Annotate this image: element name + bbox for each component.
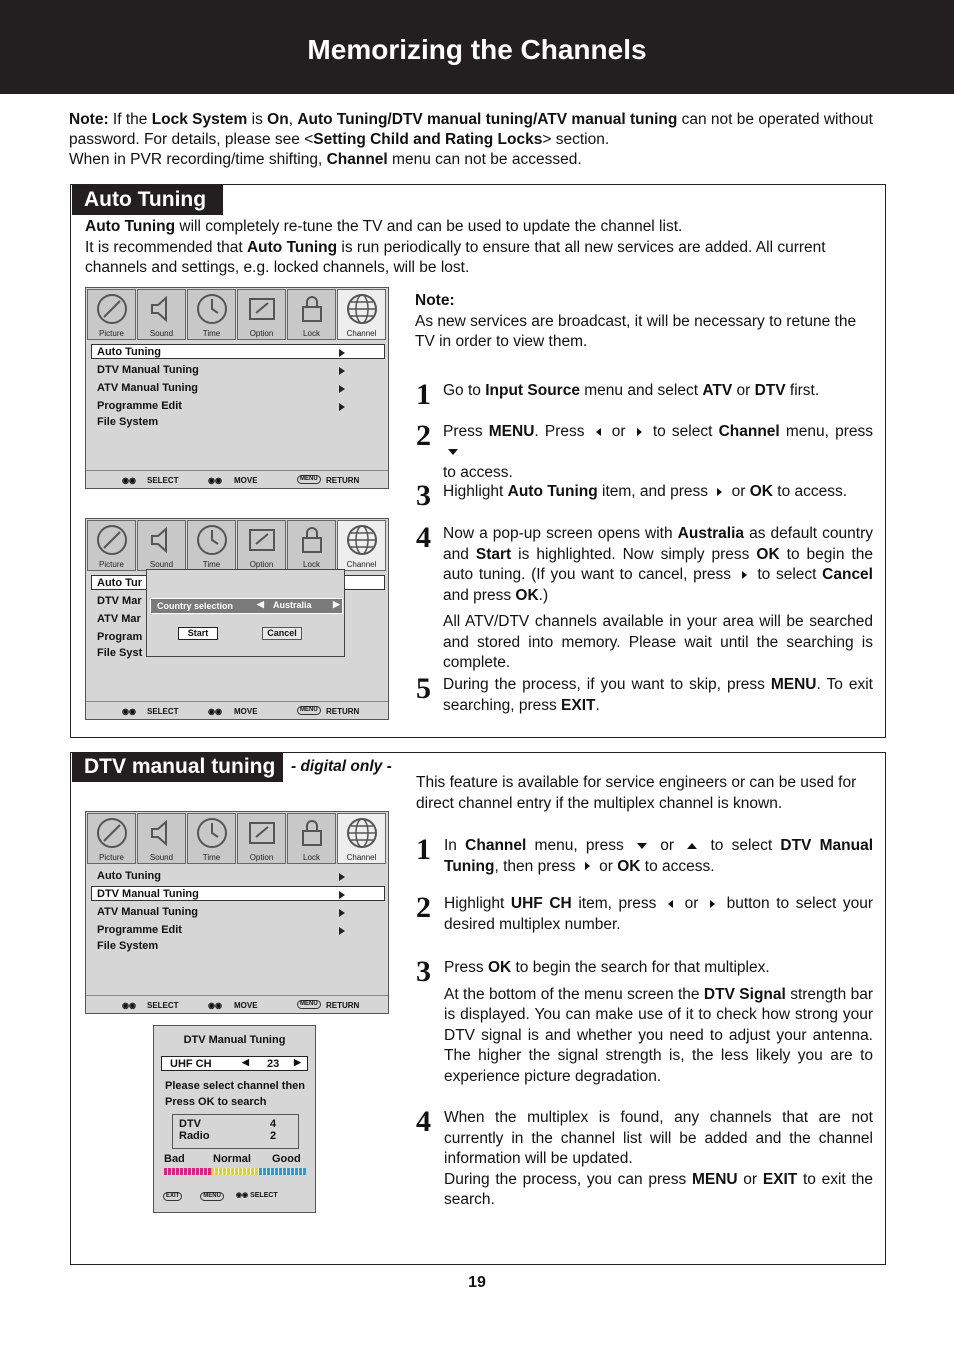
- t: .): [538, 586, 549, 604]
- signal-bar-low: [164, 1168, 211, 1175]
- t: . Press: [534, 423, 591, 440]
- t: EXIT: [561, 696, 596, 714]
- t: DTV: [754, 382, 786, 399]
- menu-tab-label: Channel: [346, 560, 377, 569]
- t: button to select your desired multiplex number.: [444, 895, 873, 933]
- t: to select: [751, 566, 823, 583]
- clock-icon: [196, 524, 228, 556]
- step-paragraph: [444, 985, 873, 1088]
- auto-step-1: [443, 381, 873, 402]
- dtv-step-4: [444, 1108, 873, 1211]
- menu-tab-label: Lock: [303, 329, 320, 338]
- page-number: 19: [468, 1274, 486, 1291]
- t: Auto Tuning: [246, 238, 338, 256]
- select-label: SELECT: [147, 1001, 179, 1010]
- country-value: Australia: [273, 600, 312, 610]
- t: is highlighted. Now simply press: [511, 545, 757, 563]
- lock-icon: [296, 817, 328, 849]
- move-label: MOVE: [234, 476, 258, 485]
- t: Channel: [465, 837, 527, 854]
- option-icon: [246, 817, 278, 849]
- chevron-right-icon: [339, 385, 345, 393]
- dtv-label: DTV: [179, 1118, 201, 1130]
- chevron-right-icon: [339, 367, 345, 375]
- t: ATV manual tuning: [537, 111, 678, 128]
- menu-tab-label: Sound: [149, 560, 174, 569]
- nav-keys-icon: ◉◉: [208, 1001, 222, 1010]
- menu-footer: [86, 995, 388, 1013]
- dtv-manual-tuning-box: [153, 1025, 316, 1213]
- menu-tab-option[interactable]: [237, 289, 286, 340]
- found-channels-box: [172, 1114, 299, 1149]
- auto-tuning-note: [415, 291, 875, 353]
- menu-tab-channel[interactable]: [337, 520, 386, 571]
- menu-item[interactable]: ATV Mar: [97, 613, 141, 625]
- menu-tab-sound[interactable]: [137, 813, 186, 864]
- t: Channel: [718, 423, 780, 440]
- menu-key: MENU: [200, 1192, 224, 1201]
- menu-tab-sound[interactable]: [137, 289, 186, 340]
- t: OK: [487, 959, 512, 976]
- t: It is recommended that: [85, 238, 247, 256]
- t: menu, press: [526, 837, 633, 854]
- t: to access.: [443, 464, 513, 481]
- radio-count: 2: [270, 1130, 277, 1142]
- t: In: [444, 837, 466, 854]
- menu-item[interactable]: DTV Mar: [97, 595, 142, 607]
- t: to access.: [772, 483, 848, 500]
- menu-tab-label: Lock: [303, 560, 320, 569]
- sound-icon: [146, 293, 178, 325]
- t: MENU: [691, 1170, 738, 1188]
- t: /: [387, 111, 392, 128]
- t: UHF CH: [510, 895, 572, 912]
- t: Cancel: [822, 566, 873, 583]
- t: will completely re-tune the TV and can be used to update the channel list.: [175, 218, 683, 235]
- t: MENU: [488, 423, 535, 440]
- t: ,: [288, 111, 298, 128]
- left-arrow-icon[interactable]: ◀: [242, 1057, 249, 1067]
- select-label: SELECT: [250, 1192, 278, 1199]
- clock-icon: [196, 293, 228, 325]
- country-selector[interactable]: [150, 598, 343, 614]
- t: or: [678, 895, 705, 912]
- step-number: 1: [416, 378, 431, 411]
- ok-keys-icon: ◉◉: [235, 1192, 249, 1199]
- menu-tab-option[interactable]: [237, 520, 286, 571]
- menu-item[interactable]: Auto Tuning: [97, 870, 161, 882]
- t: .: [595, 696, 600, 714]
- country-label: Country selection: [157, 601, 234, 611]
- t: Auto Tuning: [297, 111, 388, 128]
- t: ATV: [702, 382, 733, 399]
- t: > section.: [542, 131, 610, 148]
- menu-item[interactable]: File Syst: [97, 647, 143, 659]
- menu-tab-picture[interactable]: [87, 813, 136, 864]
- t: first.: [785, 382, 820, 399]
- picture-icon: [96, 817, 128, 849]
- chevron-right-icon: [339, 349, 345, 357]
- t: EXIT: [762, 1170, 798, 1188]
- t: or: [652, 837, 683, 854]
- uhf-ch-label: UHF CH: [170, 1058, 212, 1070]
- note-block: [69, 110, 889, 170]
- right-arrow-icon: [717, 488, 722, 496]
- t: or: [594, 857, 618, 875]
- menu-tab-time[interactable]: [187, 813, 236, 864]
- step-number: 1: [416, 833, 431, 866]
- globe-icon: [346, 524, 378, 556]
- chevron-right-icon: [339, 873, 345, 881]
- right-arrow-icon: [742, 571, 747, 579]
- t: Press: [443, 423, 489, 440]
- menu-tab-sound[interactable]: [137, 520, 186, 571]
- menu-tab-lock[interactable]: [287, 813, 336, 864]
- up-arrow-icon: [687, 843, 697, 849]
- sound-icon: [146, 524, 178, 556]
- t: . To exit searching, press: [443, 676, 873, 714]
- nav-keys-icon: ◉◉: [208, 476, 222, 485]
- step-paragraph: All ATV/DTV channels available in your area will be searched and stored into memory. Please wait until the searching is complete.: [443, 613, 873, 671]
- down-arrow-icon: [637, 843, 647, 849]
- t: menu and select: [579, 382, 703, 399]
- signal-normal-label: Normal: [213, 1153, 251, 1165]
- t: to exit the search.: [444, 1170, 873, 1208]
- menu-item[interactable]: ATV Manual Tuning: [97, 906, 199, 918]
- menu-item[interactable]: Auto Tur: [97, 577, 143, 589]
- signal-bar-high: [259, 1168, 306, 1175]
- t: /: [532, 111, 538, 128]
- t: strength bar is displayed. You can make use of it to check how strong your DTV signal is and whether you need to adjust your antenna. The higher the signal strength is, the less likely you are to experience picture degradation.: [444, 985, 873, 1085]
- t: is: [247, 111, 268, 128]
- menu-item[interactable]: Programme Edit: [97, 924, 182, 936]
- chevron-right-icon: [339, 403, 345, 411]
- menu-item[interactable]: File System: [97, 416, 159, 428]
- t: As new services are broadcast, it will be necessary to retune the TV in order to view them.: [415, 312, 857, 350]
- t: is run periodically to ensure that all new services are added. All current channels and settings, e.g. locked channels, will be lost.: [85, 238, 826, 276]
- chevron-right-icon: [339, 909, 345, 917]
- dtv-manual-tag: DTV manual tuning: [72, 752, 283, 782]
- t: menu can not be accessed.: [387, 151, 582, 168]
- menu-tab-lock[interactable]: [287, 289, 336, 340]
- t: OK: [617, 857, 641, 875]
- option-icon: [246, 524, 278, 556]
- auto-step-4: [443, 524, 873, 674]
- t: menu, press: [779, 423, 873, 440]
- dtv-count: 4: [270, 1118, 277, 1130]
- t: and press: [443, 586, 516, 604]
- option-icon: [246, 293, 278, 325]
- step-number: 2: [416, 419, 431, 452]
- dtv-box-title: DTV Manual Tuning: [183, 1034, 286, 1046]
- move-label: MOVE: [234, 707, 258, 716]
- left-arrow-icon: [668, 900, 673, 908]
- signal-bar-mid: [211, 1168, 258, 1175]
- menu-tab-label: Sound: [149, 329, 174, 338]
- t: Highlight: [443, 483, 508, 500]
- right-arrow-icon: [637, 428, 642, 436]
- dtv-step-2: [444, 894, 873, 935]
- lock-icon: [296, 524, 328, 556]
- menu-tab-label: Sound: [149, 853, 174, 862]
- t: Start: [475, 545, 512, 563]
- menu-item[interactable]: Programme Edit: [97, 400, 182, 412]
- note-label: Note:: [69, 111, 109, 128]
- ok-keys-icon: ◉◉: [122, 707, 136, 716]
- t: DTV Manual Tuning: [444, 837, 874, 875]
- t: On: [267, 111, 289, 128]
- menu-tab-label: Picture: [99, 329, 124, 338]
- lock-icon: [296, 293, 328, 325]
- menu-tab-label: Channel: [346, 329, 377, 338]
- return-label: RETURN: [326, 1001, 360, 1010]
- auto-step-3: [443, 482, 873, 503]
- menu-key: MENU: [297, 475, 321, 484]
- start-button[interactable]: Start: [178, 627, 218, 640]
- select-label: SELECT: [147, 476, 179, 485]
- clock-icon: [196, 817, 228, 849]
- t: OK: [756, 545, 780, 563]
- menu-item[interactable]: DTV Manual Tuning: [97, 888, 199, 900]
- left-arrow-icon: [596, 428, 601, 436]
- menu-tab-channel[interactable]: [337, 289, 386, 340]
- signal-good-label: Good: [272, 1153, 301, 1165]
- channel-menu-screen: [85, 287, 389, 489]
- t: , then press: [494, 857, 580, 875]
- right-arrow-icon[interactable]: ▶: [333, 599, 340, 609]
- return-label: RETURN: [326, 476, 360, 485]
- auto-tuning-popup-screen: [85, 518, 389, 720]
- menu-tab-label: Option: [249, 560, 274, 569]
- menu-tab-label: Lock: [303, 853, 320, 862]
- radio-label: Radio: [179, 1130, 210, 1142]
- t: as default country and: [443, 525, 873, 563]
- menu-tab-lock[interactable]: [287, 520, 336, 571]
- menu-tab-picture[interactable]: [87, 289, 136, 340]
- down-arrow-icon: [448, 449, 458, 455]
- picture-icon: [96, 524, 128, 556]
- t: Australia: [677, 525, 745, 542]
- step-number: 3: [416, 955, 431, 988]
- t: can not be operated without password. For details, please see <: [69, 111, 873, 148]
- menu-tab-label: Option: [249, 329, 274, 338]
- menu-tab-label: Time: [202, 560, 221, 569]
- t: At the bottom of the menu screen the: [444, 985, 704, 1003]
- t: or: [605, 423, 632, 440]
- t: When in PVR recording/time shifting,: [69, 151, 327, 168]
- menu-item[interactable]: Program: [97, 631, 143, 643]
- exit-key: EXIT: [163, 1192, 182, 1201]
- t: Note:: [415, 292, 455, 309]
- menu-tab-picture[interactable]: [87, 520, 136, 571]
- signal-bad-label: Bad: [164, 1153, 185, 1165]
- menu-key: MENU: [297, 706, 321, 715]
- t: Highlight: [444, 895, 511, 912]
- sound-icon: [146, 817, 178, 849]
- chevron-right-icon: [339, 891, 345, 899]
- auto-step-2: [443, 422, 873, 484]
- t: Auto Tuning: [507, 483, 598, 500]
- menu-tab-time[interactable]: [187, 520, 236, 571]
- menu-tab-label: Picture: [99, 560, 124, 569]
- menu-footer: [86, 470, 388, 488]
- t: Lock System: [151, 111, 248, 128]
- left-arrow-icon[interactable]: ◀: [257, 599, 264, 609]
- globe-icon: [346, 293, 378, 325]
- t: to begin the auto tuning. (If you want to cancel, press: [443, 545, 874, 583]
- right-arrow-icon[interactable]: ▶: [294, 1057, 301, 1067]
- right-arrow-icon: [585, 862, 590, 870]
- menu-item[interactable]: ATV Manual Tuning: [97, 382, 199, 394]
- menu-tab-channel[interactable]: [337, 813, 386, 864]
- dtv-msg-1: Please select channel then: [165, 1080, 306, 1092]
- t: to select: [702, 837, 781, 854]
- auto-tuning-tag: Auto Tuning: [72, 185, 223, 215]
- chevron-right-icon: [339, 927, 345, 935]
- auto-tuning-intro: [85, 217, 875, 279]
- country-popup: [146, 569, 345, 657]
- menu-item[interactable]: File System: [97, 940, 159, 952]
- page-title: Memorizing the Channels: [307, 34, 647, 65]
- right-arrow-icon: [710, 900, 715, 908]
- step-number: 2: [416, 891, 431, 924]
- return-label: RETURN: [326, 707, 360, 716]
- menu-tab-time[interactable]: [187, 289, 236, 340]
- menu-icon-bar: [87, 813, 386, 864]
- menu-tab-label: Option: [249, 853, 274, 862]
- digital-only-label: - digital only -: [291, 758, 392, 775]
- t: OK: [515, 586, 539, 604]
- t: DTV Signal: [703, 985, 786, 1003]
- ok-keys-icon: ◉◉: [122, 476, 136, 485]
- menu-icon-bar: [87, 520, 386, 571]
- t: During the process, if you want to skip, press: [443, 676, 771, 693]
- t: to access.: [640, 857, 715, 875]
- globe-icon: [346, 817, 378, 849]
- menu-tab-label: Time: [202, 853, 221, 862]
- move-label: MOVE: [234, 1001, 258, 1010]
- dtv-step-3: [444, 958, 873, 1087]
- step-number: 4: [416, 1105, 431, 1138]
- t: MENU: [770, 676, 817, 693]
- select-label: SELECT: [147, 707, 179, 716]
- t: During the process, you can press: [444, 1170, 692, 1188]
- menu-key: MENU: [297, 1000, 321, 1009]
- t: item, and press: [597, 483, 713, 500]
- t: Now a pop-up screen opens with: [443, 525, 678, 542]
- channel-number: 23: [267, 1058, 280, 1070]
- menu-item[interactable]: DTV Manual Tuning: [97, 364, 199, 376]
- t: Setting Child and Rating Locks: [313, 131, 543, 148]
- cancel-button[interactable]: Cancel: [262, 627, 302, 640]
- menu-tab-label: Picture: [99, 853, 124, 862]
- t: Press: [444, 959, 488, 976]
- t: DTV manual tuning: [391, 111, 533, 128]
- dtv-msg-2: Press OK to search: [165, 1096, 267, 1108]
- menu-tab-label: Time: [202, 329, 221, 338]
- menu-tab-label: Channel: [346, 853, 377, 862]
- uhf-ch-selector[interactable]: [161, 1056, 308, 1071]
- step-number: 4: [416, 521, 431, 554]
- t: Channel: [326, 151, 388, 168]
- nav-keys-icon: ◉◉: [208, 707, 222, 716]
- t: Go to: [443, 382, 486, 399]
- menu-item[interactable]: Auto Tuning: [97, 346, 161, 358]
- t: If the: [108, 111, 152, 128]
- dtv-channel-menu-screen: [85, 811, 389, 1014]
- menu-footer: [86, 701, 388, 719]
- t: or: [732, 382, 755, 399]
- menu-icon-bar: [87, 289, 386, 340]
- t: When the multiplex is found, any channels that are not currently in the channel list will be added and the channel information will be updated.: [444, 1109, 873, 1167]
- page-header: [0, 0, 954, 94]
- dtv-step-1: [444, 836, 873, 877]
- dtv-intro: This feature is available for service engineers or can be used for direct channel entry if the multiplex channel is known.: [416, 774, 857, 812]
- t: to begin the search for that multiplex.: [511, 959, 770, 976]
- ok-keys-icon: ◉◉: [122, 1001, 136, 1010]
- menu-tab-option[interactable]: [237, 813, 286, 864]
- t: or: [727, 483, 750, 500]
- dtv-box-footer: [163, 1191, 278, 1201]
- signal-strength-bar: [164, 1168, 306, 1175]
- t: OK: [749, 483, 773, 500]
- picture-icon: [96, 293, 128, 325]
- t: or: [737, 1170, 763, 1188]
- t: Input Source: [485, 382, 580, 399]
- t: item, press: [571, 895, 664, 912]
- t: Auto Tuning: [85, 218, 176, 235]
- step-number: 5: [416, 672, 431, 705]
- step-number: 3: [416, 479, 431, 512]
- auto-step-5: [443, 675, 873, 716]
- t: to select: [646, 423, 719, 440]
